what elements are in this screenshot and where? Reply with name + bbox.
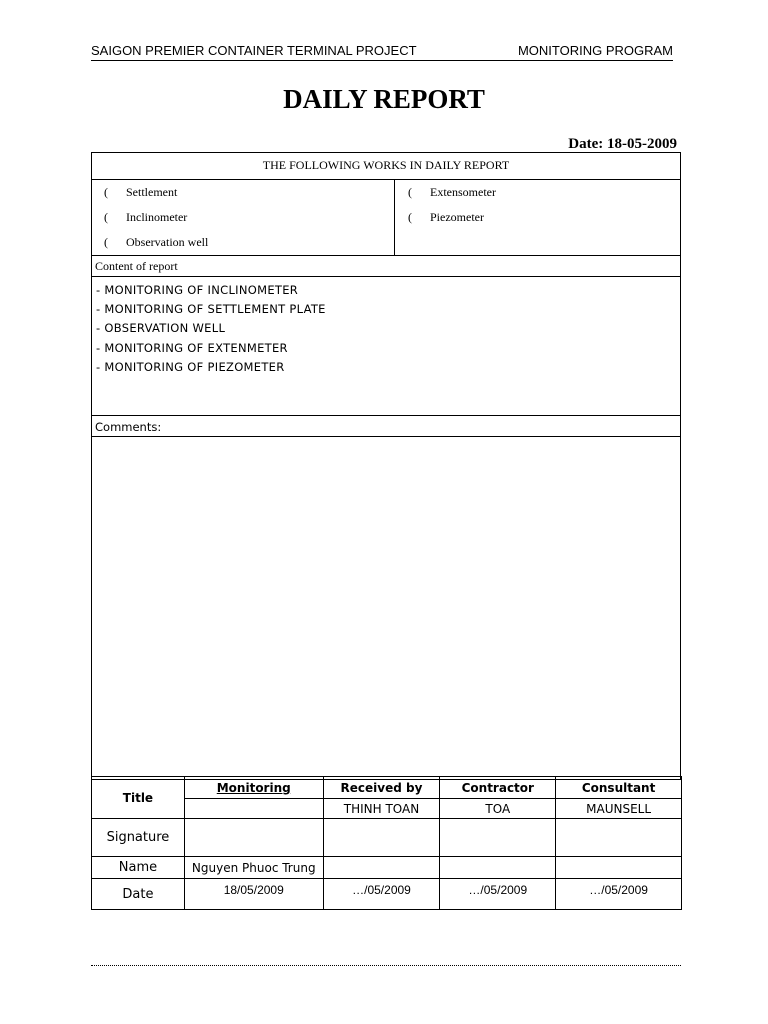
signature-table bbox=[91, 776, 682, 910]
list-item: - MONITORING OF EXTENMETER bbox=[96, 340, 288, 355]
content-heading: Content of report bbox=[92, 255, 680, 276]
company-consultant: MAUNSELL bbox=[556, 799, 682, 819]
name-cell bbox=[323, 857, 440, 879]
list-item: - OBSERVATION WELL bbox=[96, 321, 226, 336]
work-item-extensometer[interactable]: ( Extensometer bbox=[408, 185, 496, 199]
report-form bbox=[91, 152, 681, 780]
work-item-settlement[interactable]: ( Settlement bbox=[104, 185, 178, 199]
works-checklist bbox=[92, 180, 680, 255]
checkbox-icon: ( bbox=[104, 235, 108, 249]
checkbox-icon: ( bbox=[408, 210, 412, 224]
title-label: Title bbox=[92, 777, 185, 819]
list-item: - MONITORING OF INCLINOMETER bbox=[96, 283, 299, 297]
checkbox-icon: ( bbox=[408, 185, 412, 199]
comments-area[interactable] bbox=[92, 436, 680, 779]
work-item-observation-well[interactable]: ( Observation well bbox=[104, 235, 209, 249]
company-received-by: THINH TOAN bbox=[323, 799, 440, 819]
name-cell: Nguyen Phuoc Trung bbox=[184, 857, 323, 879]
col-contractor: Contractor bbox=[440, 777, 556, 799]
comments-heading: Comments: bbox=[92, 415, 680, 436]
report-title: DAILY REPORT bbox=[283, 84, 485, 114]
company-monitoring bbox=[184, 799, 323, 819]
work-item-piezometer[interactable]: ( Piezometer bbox=[408, 210, 484, 224]
date-cell: …/05/2009 bbox=[556, 879, 682, 910]
checkbox-icon: ( bbox=[104, 210, 108, 224]
report-date: Date: 18-05-2009 bbox=[568, 136, 677, 152]
col-monitoring: Monitoring bbox=[184, 777, 323, 799]
name-cell bbox=[556, 857, 682, 879]
content-list bbox=[92, 276, 680, 415]
date-cell: 18/05/2009 bbox=[184, 879, 323, 910]
company-contractor: TOA bbox=[440, 799, 556, 819]
signature-cell[interactable] bbox=[556, 819, 682, 857]
checkbox-icon: ( bbox=[104, 185, 108, 199]
program-name: MONITORING PROGRAM bbox=[517, 43, 673, 58]
date-label: Date bbox=[92, 879, 185, 910]
page-header bbox=[91, 43, 673, 61]
footer-divider bbox=[91, 965, 681, 966]
signature-cell[interactable] bbox=[440, 819, 556, 857]
name-label: Name bbox=[92, 857, 185, 879]
date-cell: …/05/2009 bbox=[323, 879, 440, 910]
work-item-inclinometer[interactable]: ( Inclinometer bbox=[104, 210, 188, 224]
signature-label: Signature bbox=[92, 819, 185, 857]
date-cell: …/05/2009 bbox=[440, 879, 556, 910]
list-item: - MONITORING OF SETTLEMENT PLATE bbox=[96, 302, 326, 317]
signature-cell[interactable] bbox=[323, 819, 440, 857]
col-consultant: Consultant bbox=[556, 777, 682, 799]
signature-cell[interactable] bbox=[184, 819, 323, 857]
works-heading: THE FOLLOWING WORKS IN DAILY REPORT bbox=[92, 153, 680, 180]
name-cell bbox=[440, 857, 556, 879]
project-name: SAIGON PREMIER CONTAINER TERMINAL PROJECT bbox=[91, 43, 417, 58]
list-item: - MONITORING OF PIEZOMETER bbox=[96, 359, 285, 374]
col-received-by: Received by bbox=[323, 777, 440, 799]
